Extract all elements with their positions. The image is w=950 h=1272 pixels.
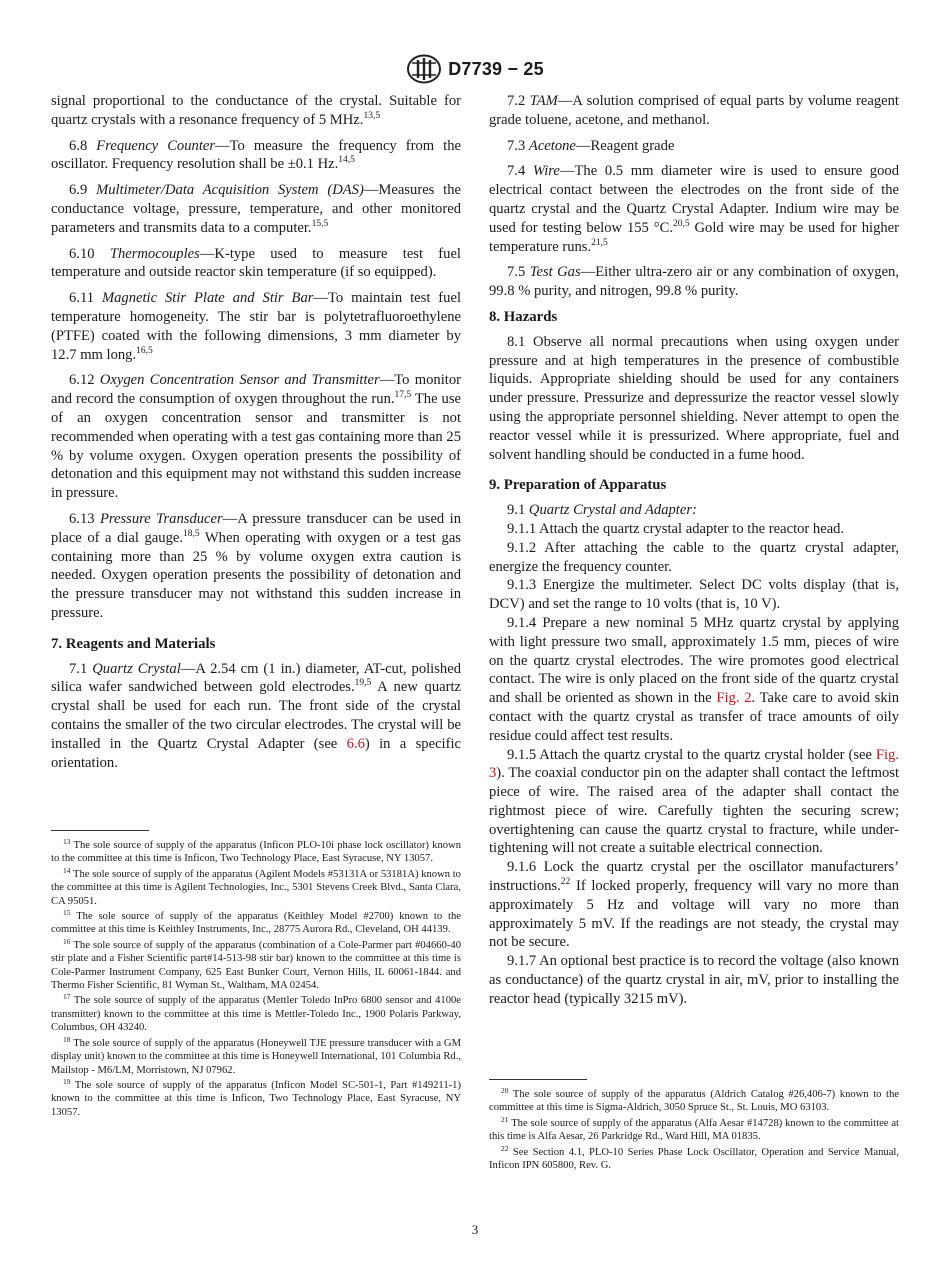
- footnote: [51, 1034, 461, 1077]
- section-heading-8: 8. Hazards: [489, 308, 558, 325]
- paragraph-6-8: 6.8 Frequency Counter—To measure the frequency from the oscillator. Frequency resolution shall be ±0.1 Hz.$^{14,5}$: [51, 137, 461, 173]
- footnote-number: 16: [63, 936, 71, 946]
- paragraph-9-1-2: 9.1.2 After attaching the cable to the quartz crystal adapter, energize the frequency counter.: [489, 539, 899, 575]
- footnote-text: The sole source of supply of the apparatus (Mettler Toledo InPro 6800 sensor and 4100e transmitter) known to the committee at this time is Mettler-Toledo Inc., 1900 Polaris Parkway, Columbus, OH 43240.: [51, 995, 461, 1034]
- paragraph-7-5: 7.5 Test Gas—Either ultra-zero air or any combination of oxygen, 99.8 % purity, and nitrogen, 99.8 % purity.: [489, 264, 899, 300]
- paragraph-6-9: 6.9 Multimeter/Data Acquisition System (DAS)—Measures the conductance voltage, pressure, temperature, and other monitored parameters and transmits data to a computer.$^{15,5}$: [51, 182, 461, 236]
- page-number: 3: [471, 1222, 479, 1237]
- page-header: [0, 54, 950, 89]
- paragraph-9-1-7: 9.1.7 An optional best practice is to record the voltage (also known as conductance) of the quartz crystal in air, mV, prior to installing the reactor head (typically 3215 mV).: [489, 953, 899, 1007]
- paragraph-7-1: 7.1 Quartz Crystal—A 2.54 cm (1 in.) diameter, AT-cut, polished silica wafer sandwiched between gold electrodes.$^{19,5}$ A new quartz crystal shall be used for each run. The front side of the crystal contains the smaller of the two circular electrodes. The crystal will be installed in the Quartz Crystal Adapter (see 6.6) in a specific orientation.: [51, 660, 462, 771]
- astm-logo-icon: [406, 54, 442, 84]
- footnote-number: 13: [63, 837, 71, 846]
- footnote-number: 14: [63, 865, 71, 875]
- footnote-divider: [51, 830, 149, 831]
- footnotes-left: [51, 830, 461, 1121]
- footnote-divider: [489, 1079, 587, 1080]
- footnote-text: The sole source of supply of the apparatus (Honeywell TJE pressure transducer with a GM display unit) known to the committee at this time is Honeywell International, 101 Columbia Rd., Mailstop - M6/LM, Morristown, NJ 07962.: [51, 1037, 461, 1076]
- footnote: [489, 1088, 899, 1115]
- paragraph-9-1-5: 9.1.5 Attach the quartz crystal to the quartz crystal holder (see Fig. 3). The coaxial conductor pin on the adapter shall contact the leftmost piece of wire. The raised area of the adapter shall contact the rightmost piece of wire. Carefully tighten the securing screw; overtightening can cause the quartz crystal to fracture, while under-tightening will not create a suitable electrical connection.: [489, 746, 899, 857]
- paragraph-7-3: 7.3 Acetone—Reagent grade: [507, 137, 675, 154]
- footnote-text: The sole source of supply of the apparatus (Alfa Aesar #14728) known to the committee at this time is Alfa Aesar, 26 Parkridge Rd., Ward Hill, MA 01835.: [489, 1117, 899, 1143]
- footnote: [51, 839, 461, 866]
- footnote: [51, 994, 461, 1034]
- paragraph-9-1: 9.1 Quartz Crystal and Adapter:: [507, 502, 697, 519]
- footnote: [51, 936, 461, 993]
- paragraph-7-4: 7.4 Wire—The 0.5 mm diameter wire is used to ensure good electrical contact between the electrodes on the front side of the quartz crystal and the Quartz Crystal Adapter. Indium wire may be used for testing below 155 °C.$^{20,5}$ Gold wire may be used for higher temperature runs.$^{21,5}$: [489, 163, 900, 255]
- footnote-number: 22: [501, 1143, 509, 1153]
- footnote-list-left: [51, 839, 461, 1119]
- footnote-number: 15: [63, 908, 71, 918]
- footnote-list-right: [489, 1088, 899, 1172]
- ref-link-fig-2[interactable]: Fig. 2: [716, 690, 752, 707]
- right-column: [489, 92, 899, 1009]
- paragraph-8-1: 8.1 Observe all normal precautions when using oxygen under pressure and at high temperatures in the presence of combustible liquids. Appropriate shielding should be used for any containers under pressure. Pressurize and depressurize the reactor vessel slowly using the appropriate personnel shielding. Never attempt to open the reactor vessel while it is pressurized. Where appropriate, fuel and solvent handling should be conducted in a fume hood.: [489, 333, 899, 463]
- paragraph-6-10: 6.10 Thermocouples—K-type used to measure test fuel temperature and outside reactor skin temperature (if so equipped).: [51, 245, 461, 281]
- paragraph-6-13: 6.13 Pressure Transducer—A pressure transducer can be used in place of a dial gauge.$^{18,5}$ When operating with oxygen or a test gas containing more than 25 % by volume oxygen extra caution is needed. Oxygen operation presents the possibility of detonation and the pressure transducer may not withstand this sudden increase in pressure.: [51, 510, 461, 621]
- footnote-number: 18: [63, 1034, 71, 1044]
- paragraph-9-1-6: 9.1.6 Lock the quartz crystal per the oscillator manufacturers’ instructions.$^{22}$ If locked properly, frequency will vary no more than approximately 5 Hz and voltage will vary no more than approximately 5 mV. If the readings are not steady, the crystal may not be secure.: [489, 859, 899, 951]
- ref-link-6-6[interactable]: 6.6: [346, 735, 365, 752]
- footnote-text: See Section 4.1, PLO-10 Series Phase Lock Oscillator, Operation and Service Manual, Inficon IPN 605800, Rev. G.: [489, 1146, 899, 1172]
- footnotes-right: [489, 1079, 899, 1174]
- footnote-number: 19: [63, 1076, 71, 1086]
- paragraph-6-11: 6.11 Magnetic Stir Plate and Stir Bar—To maintain test fuel temperature homogeneity. The stir bar is polytetrafluoroethylene (PTFE) coated with the following dimensions, 3 mm diameter by 12.7 mm long.$^{16,5}$: [51, 290, 461, 363]
- footnote-number: 20: [501, 1086, 509, 1095]
- footnote: [51, 910, 461, 937]
- paragraph-9-1-1: 9.1.1 Attach the quartz crystal adapter to the reactor head.: [507, 520, 845, 537]
- section-heading-7: 7. Reagents and Materials: [51, 635, 216, 652]
- footnote-text: The sole source of supply of the apparatus (Inficon Model SC-501-1, Part #149211-1) known to the committee at this time is Inficon, Two Technology Place, East Syracuse, NY 13057.: [51, 1079, 461, 1118]
- footnote-number: 17: [63, 992, 71, 1002]
- paragraph-9-1-4: 9.1.4 Prepare a new nominal 5 MHz quartz crystal by applying with light pressure two small, approximately 1.5 mm, pieces of wire on the quartz crystal electrodes. The wire promotes good electrical contact. The wire is only placed on the front side of the quartz crystal and shall be oriented as shown in the Fig. 2. Take care to avoid skin contact with the quartz crystal as transfer of trace amounts of oily residue could affect test results.: [489, 614, 900, 744]
- footnote-number: 21: [501, 1114, 509, 1124]
- section-heading-9: 9. Preparation of Apparatus: [489, 477, 667, 494]
- footnote-text: The sole source of supply of the apparatus (Inficon PLO-10i phase lock oscillator) known to the committee at this time is Inficon, Two Technology Place, East Syracuse, NY 13057.: [51, 840, 461, 865]
- ref-link-fig-3[interactable]: Fig. 3: [489, 746, 899, 782]
- footnote-text: The sole source of supply of the apparatus (combination of a Cole-Parmer part #04660-40 stir plate and a Fisher Scientific part#14-513-98 stir bar) known to the committee at this time is Cole-Parmer Instrument Company, 625 East Bunker Court, Vernon Hills, IL 60061-1844. and Thermo Fisher Scientific, 81 Wyman St., Waltham, MA 02454.: [51, 939, 461, 992]
- paragraph-7-2: 7.2 TAM—A solution comprised of equal parts by volume reagent grade toluene, acetone, and methanol.: [489, 93, 899, 128]
- paragraph-9-1-3: 9.1.3 Energize the multimeter. Select DC volts display (that is, DCV) and set the range to 10 volts (that is, 10 V).: [489, 577, 899, 613]
- paragraph-6-12: 6.12 Oxygen Concentration Sensor and Transmitter—To monitor and record the consumption of oxygen throughout the run.$^{17,5}$ The use of an oxygen concentration sensor and transmitter is not recommended when operating with a test gas containing more than 25 % by volume oxygen. Oxygen operation presents the possibility of detonation and this equipment may not withstand this sudden increase in pressure.: [51, 372, 461, 502]
- footnote: [489, 1114, 899, 1144]
- paragraph-6-7-continued: signal proportional to the conductance of the crystal. Suitable for quartz crystals with a resonance frequency of 5 MHz.$^{13,5}$: [51, 93, 461, 128]
- footnote: [51, 865, 461, 908]
- document-designation: D7739 − 25: [448, 58, 544, 79]
- footnote-text: The sole source of supply of the apparatus (Keithley Model #2700) known to the committee at this time is Keithley Instruments, Inc., 28775 Aurora Rd., Cleveland, OH 44139.: [51, 911, 461, 936]
- footnote-text: The sole source of supply of the apparatus (Aldrich Catalog #26,406-7) known to the committee at this time is Sigma-Aldrich, 3050 Spruce St., St. Louis, MO 63103.: [489, 1089, 899, 1114]
- footnote: [489, 1143, 899, 1173]
- left-column: [51, 92, 461, 779]
- footnote: [51, 1076, 461, 1119]
- footnote-text: The sole source of supply of the apparatus (Agilent Models #53131A or 53181A) known to the committee at this time is Agilent Technologies, Inc., 5301 Stevens Creek Blvd., Santa Clara, CA 95051.: [51, 868, 461, 907]
